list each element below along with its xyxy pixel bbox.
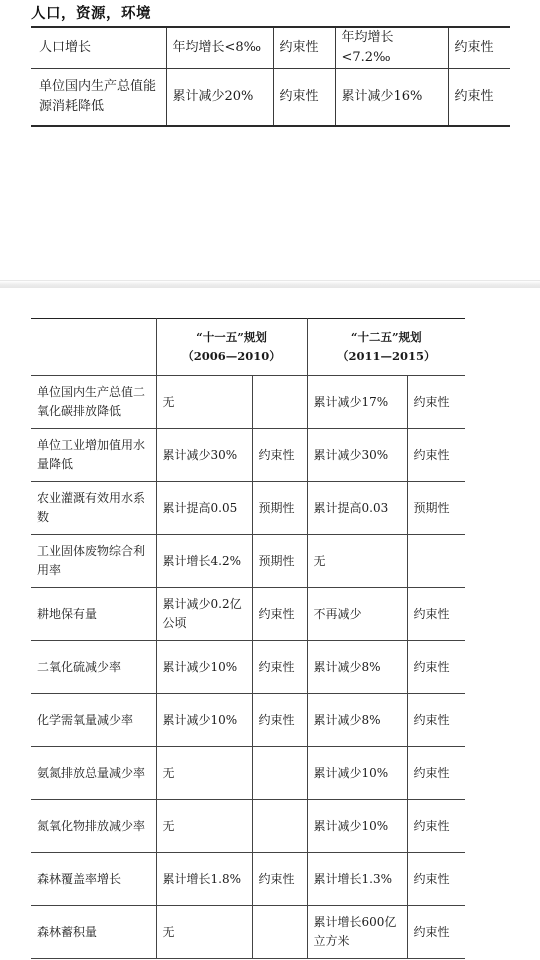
target-12-cell: 累计减少30% [307,429,407,482]
plan-12-title: “十二五”规划 [350,330,422,344]
target-12-cell: 累计减少10% [307,747,407,800]
type-cell: 约束性 [448,27,510,69]
target-12-cell: 累计减少8% [307,641,407,694]
target-11-cell: 累计减少10% [156,641,252,694]
indicator-cell: 工业固体废物综合利用率 [31,535,156,588]
type-11-cell: 预期性 [252,535,307,588]
indicator-cell: 单位国内生产总值能源消耗降低 [31,69,166,127]
plan-11-title: “十一五”规划 [196,330,267,344]
target-11-cell: 累计增长4.2% [156,535,252,588]
indicator-cell: 农业灌溉有效用水系数 [31,482,156,535]
table-row [31,69,510,127]
target-11-cell: 无 [156,376,252,429]
type-11-cell: 预期性 [252,482,307,535]
type-11-cell: 约束性 [252,429,307,482]
target-12-cell: 无 [307,535,407,588]
plan-12-period: （2011—2015） [337,349,436,363]
target-11-cell: 无 [156,906,252,959]
type-12-cell: 约束性 [407,429,465,482]
table-row [31,853,465,906]
target-11-cell: 累计减少0.2亿公顷 [156,588,252,641]
type-12-cell: 约束性 [407,641,465,694]
type-11-cell [252,800,307,853]
type-cell: 约束性 [273,69,335,127]
target-12-cell: 累计减少8% [307,694,407,747]
type-12-cell: 约束性 [407,588,465,641]
table-row [31,641,465,694]
target-12-cell: 累计减少17% [307,376,407,429]
type-cell: 约束性 [448,69,510,127]
section-title: 人口，资源，环境 [31,6,151,22]
type-12-cell: 约束性 [407,747,465,800]
type-11-cell: 约束性 [252,853,307,906]
table-row [31,535,465,588]
table-row [31,429,465,482]
type-12-cell: 约束性 [407,376,465,429]
indicator-cell: 单位国内生产总值二氧化碳排放降低 [31,376,156,429]
table-row [31,482,465,535]
main-table [31,318,465,959]
target-cell: 年均增长<7.2‰ [335,27,448,69]
target-cell: 累计减少16% [335,69,448,127]
type-11-cell: 约束性 [252,694,307,747]
target-11-cell: 无 [156,747,252,800]
type-11-cell [252,747,307,800]
table-row [31,376,465,429]
table-row [31,694,465,747]
plan-11-period: （2006—2010） [182,349,281,363]
indicator-cell: 单位工业增加值用水量降低 [31,429,156,482]
indicator-cell: 耕地保有量 [31,588,156,641]
top-table [31,26,510,127]
target-11-cell: 累计减少10% [156,694,252,747]
table-row [31,588,465,641]
header-plan-12 [307,319,465,376]
type-12-cell: 约束性 [407,800,465,853]
type-cell: 约束性 [273,27,335,69]
target-11-cell: 累计增长1.8% [156,853,252,906]
table-row [31,800,465,853]
header-row [31,319,465,376]
table-row [31,27,510,69]
target-11-cell: 累计减少30% [156,429,252,482]
target-11-cell: 累计提高0.05 [156,482,252,535]
indicator-cell: 氨氮排放总量减少率 [31,747,156,800]
target-12-cell: 累计增长1.3% [307,853,407,906]
type-11-cell: 约束性 [252,588,307,641]
indicator-cell: 化学需氧量减少率 [31,694,156,747]
indicator-cell: 森林覆盖率增长 [31,853,156,906]
indicator-cell: 二氧化硫减少率 [31,641,156,694]
indicator-cell: 氮氧化物排放减少率 [31,800,156,853]
target-12-cell: 累计提高0.03 [307,482,407,535]
type-12-cell: 约束性 [407,853,465,906]
table-row [31,906,465,959]
type-12-cell [407,535,465,588]
header-plan-11 [156,319,307,376]
target-12-cell: 累计减少10% [307,800,407,853]
type-11-cell [252,376,307,429]
target-12-cell: 累计增长600亿立方米 [307,906,407,959]
type-12-cell: 约束性 [407,694,465,747]
indicator-cell: 人口增长 [31,27,166,69]
indicator-cell: 森林蓄积量 [31,906,156,959]
type-12-cell: 约束性 [407,906,465,959]
top-page-fragment [0,0,540,280]
target-cell: 年均增长<8‰ [166,27,273,69]
target-11-cell: 无 [156,800,252,853]
type-11-cell: 约束性 [252,641,307,694]
type-11-cell [252,906,307,959]
bottom-page [0,288,540,960]
target-cell: 累计减少20% [166,69,273,127]
type-12-cell: 预期性 [407,482,465,535]
target-12-cell: 不再减少 [307,588,407,641]
header-indicator-cell [31,319,156,376]
table-row [31,747,465,800]
